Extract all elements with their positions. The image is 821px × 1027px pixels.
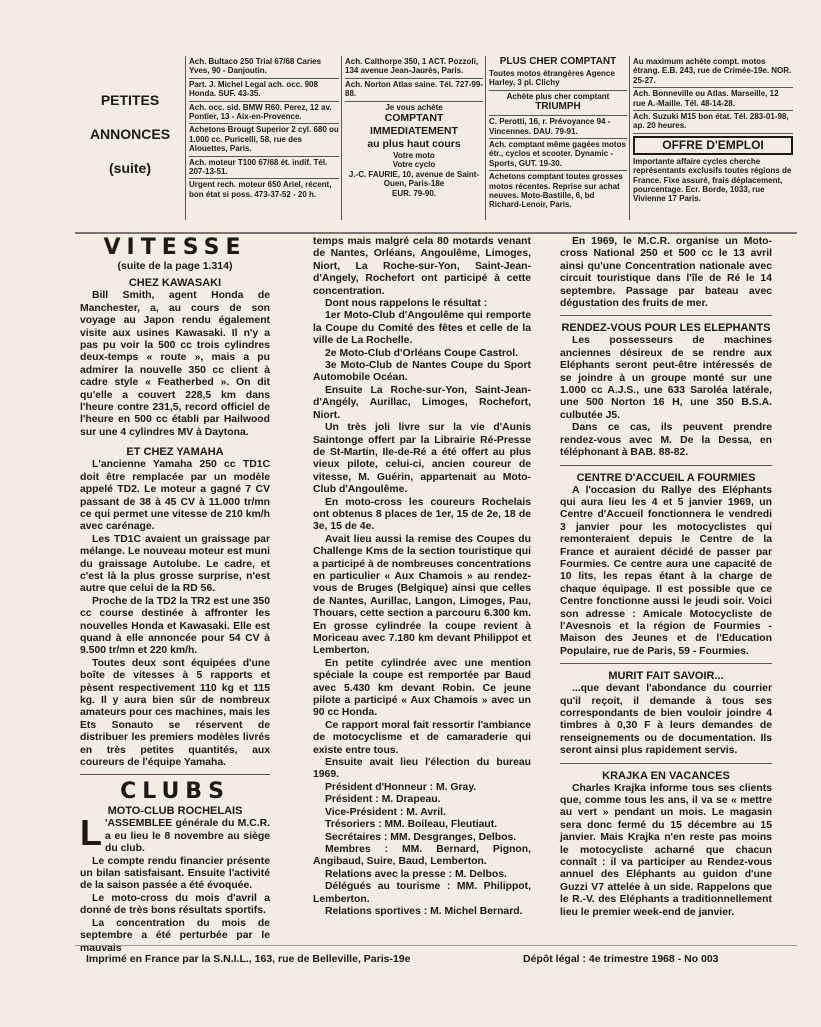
- divider: [560, 763, 772, 764]
- ads-label-line-2: ANNONCES: [89, 126, 171, 142]
- ad-entry: Ach. Bonneville ou Atlas. Marseille, 12 rue A.-Maille. Tél. 48-14-28.: [633, 88, 793, 111]
- ad-triumph: [489, 91, 627, 116]
- ad-faurie-address: J.-C. FAURIE, 10, avenue de Saint-Ouen, Paris-18e: [348, 169, 480, 189]
- paragraph: 3e Moto-Club de Nantes Coupe du Sport Automobile Océan.: [313, 360, 531, 384]
- ad-entry: C. Perotti, 16, r. Prévoyance 94 -Vincennes. DAU. 79-91.: [489, 116, 627, 139]
- paragraph: Le compte rendu financier présente un bilan satisfaisant. Ensuite l'activité de la saison passée a été évoquée.: [80, 855, 270, 892]
- paragraph: En moto-cross les coureurs Rochelais ont obtenus 8 places de 1er, 15 de 2e, 18 de 3e, 15 de 4e.: [313, 496, 531, 533]
- ad-faurie: [345, 102, 483, 200]
- paragraph: [80, 812, 270, 855]
- paragraph: Avait lieu aussi la remise des Coupes du Challenge Kms de la section touristique qui a participé à de nombreuses concentrations en particulier « Aux Chamois » au rendez-vous de Bruges (Belgique) ainsi que celles de Nantes, Aurillac, Langon, Limoges, Pau, Thouars, cette section a parcouru 6.300 km. En grosse cylindrée la coupe revient à Moriceau avec 7.180 km devant Philippot et Lemberton.: [313, 533, 531, 657]
- subheading-kawasaki: CHEZ KAWASAKI: [128, 277, 222, 290]
- bureau-line: Délégués au tourisme : MM. Philippot, Lemberton.: [313, 881, 531, 905]
- ads-label-line-1: PETITES: [100, 92, 160, 108]
- ad-entry: Part. J. Michel Legal ach. occ. 908 Honda. SUF. 43-35.: [189, 79, 339, 102]
- ad-entry: Ach. occ. sid. BMW R60. Perez, 12 av. Pontier, 13 - Aix-en-Provence.: [189, 102, 339, 125]
- classified-ads: [75, 52, 795, 224]
- ads-label-line-3: (suite): [109, 160, 151, 176]
- bureau-line: Président d'Honneur : M. Gray.: [325, 781, 477, 793]
- ad-faurie-line: COMPTANT: [384, 112, 444, 125]
- paragraph: Ensuite avait lieu l'élection du bureau 1969.: [313, 757, 531, 781]
- subheading-elephants: RENDEZ-VOUS POUR LES ELEPHANTS: [561, 322, 771, 335]
- subheading-fourmies: CENTRE D'ACCUEIL A FOURMIES: [576, 471, 756, 484]
- paragraph: Le moto-cross du mois d'avril a donné de très bons résultats sportifs.: [80, 892, 270, 917]
- ad-entry: Ach. Suzuki M15 bon état. Tél. 283-01-98, ap. 20 heures.: [633, 111, 793, 134]
- paragraph: La concentration du mois de septembre a été perturbée par le mauvais: [80, 917, 270, 954]
- ad-faurie-phone: EUR. 79-90.: [391, 188, 437, 198]
- divider: [560, 663, 772, 664]
- section-heading-clubs: CLUBS: [120, 779, 230, 805]
- continuation-note: (suite de la page 1.314): [117, 260, 233, 272]
- printer-credit: Imprimé en France par la S.N.I.L., 163, rue de Belleville, Paris-19e: [86, 953, 411, 965]
- bureau-line: Relations avec la presse : M. Delbos.: [325, 868, 507, 880]
- paragraph: Dont nous rappelons le résultat :: [325, 298, 488, 310]
- ad-faurie-line: IMMEDIATEMENT: [370, 125, 458, 138]
- paragraph: Dans ce cas, ils peuvent prendre rendez-vous avec M. De la Dessa, en téléphonant à BAB. 88-82.: [560, 422, 772, 459]
- paragraph: Toutes deux sont équipées d'une boîte de vitesses à 5 rapports et pèsent respectivement 110 kg et 115 kg. Il y aura bien sûr de nombreux amateurs pour ces machines, mais les Ets Sonauto se réservent de distribuer les premiers modèles livrés en très petites quantités, aux coureurs de l'équipe Yamaha.: [80, 657, 271, 769]
- ad-triumph-brand: TRIUMPH: [535, 101, 581, 113]
- paragraph: 1er Moto-Club d'Angoulême qui remporte la Coupe du Comité des fêtes et celle de la ville de La Rochelle.: [313, 310, 531, 347]
- ad-entry: Ach. Bultaco 250 Trial 67/68 Caries Yves, 90 - Danjoutin.: [189, 56, 339, 79]
- subheading-murit: MURIT FAIT SAVOIR...: [608, 670, 724, 683]
- paragraph: En 1969, le M.C.R. organise un Moto-cross National 250 et 500 cc le 13 avril ainsi qu'une Concentration nationale avec circuit touristique dans l'île de Ré le 14 septembre. Passage par bateau avec dégustation des fruits de mer.: [560, 236, 772, 310]
- paragraph: 2e Moto-Club d'Orléans Coupe Castrol.: [325, 347, 518, 359]
- article-column-3: [560, 236, 772, 919]
- paragraph-text: 'ASSEMBLEE générale du M.C.R. a eu lieu le 8 novembre au siège du club.: [105, 818, 270, 855]
- ad-entry: Ach. comptant même gagées motos étr., cyclos et scooter. Dynamic - Sports, GUT. 19-30.: [489, 139, 627, 171]
- ad-faurie-small: Votre moto: [393, 151, 435, 161]
- drop-cap: L: [80, 812, 102, 854]
- ad-offer-title: OFFRE D'EMPLOI: [633, 136, 793, 155]
- paragraph: L'ancienne Yamaha 250 cc TD1C doit être remplacée par un modèle appelé TD2. Le moteur a gagné 7 CV passant de 38 à 45 CV à 11.000 tr/mn ce qui permet une vitesse de 210 km/h avec carénage.: [80, 459, 270, 533]
- ad-entry: Au maximum achète compt. motos étrang. E.B. 243, rue de Crimée-19e. NOR. 25-27.: [633, 56, 793, 88]
- divider: [560, 315, 772, 316]
- paragraph: Un très joli livre sur la vie d'Aunis Saintonge offert par la Librairie Ré-Presse de St-Martin, Ile-de-Ré a été offert au plus vieux pilote, celui-ci, ancien coureur de vitesse, M. Guérin, appartenait au Moto-Club d'Angoulême.: [313, 422, 531, 496]
- ad-entry: Toutes motos étrangères Agence Harley, 3 pl. Clichy: [489, 68, 627, 91]
- bureau-line: Relations sportives : M. Michel Bernard.: [325, 905, 523, 917]
- ad-entry: Ach. Norton Atlas saine. Tél. 727-99-88.: [345, 79, 483, 102]
- paragraph: Ensuite La Roche-sur-Yon, Saint-Jean-d'Angély, Aurillac, Limoges, Rochefort, Niort.: [313, 384, 531, 421]
- ads-column-3: [485, 56, 627, 220]
- bureau-line: Trésoriers : MM. Boileau, Fleutiaut.: [325, 819, 498, 831]
- article-column-1: [80, 236, 270, 955]
- subheading-rochelais: MOTO-CLUB ROCHELAIS: [107, 805, 243, 818]
- subheading-krajka: KRAJKA EN VACANCES: [602, 769, 730, 782]
- ad-entry: Achetons Brougt Superior 2 cyl. 680 ou 1.000 cc. Puricelli, 58, rue des Alouettes, Paris.: [189, 124, 339, 156]
- paragraph: Les TD1C avaient un graissage par mélange. Le nouveau moteur est muni du graissage Autolube. Le cadre, et c'est là la plus grosse surprise, n'est autre que celui de la RD 56.: [80, 533, 270, 595]
- divider: [80, 774, 270, 775]
- paragraph: En petite cylindrée avec une mention spéciale la coupe est remportée par Baud avec 5.430 km devant Robin. Ce jeune pilote a participé « Aux Chamois » avec un 90 cc Honda.: [313, 657, 531, 719]
- divider: [560, 465, 772, 466]
- ads-section-label: [75, 52, 185, 224]
- legal-deposit: Dépôt légal : 4e trimestre 1968 - No 003: [523, 953, 719, 965]
- paragraph: temps mais malgré cela 80 motards venant de Nantes, Orléans, Angoulême, Limoges, Niort, La Roche-sur-Yon, Saint-Jean-d'Angely, Rochefort ont participé à cette concentration.: [313, 236, 531, 297]
- ad-entry: Ach. moteur T100 67/68 ét. indif. Tél. 207-13-51.: [189, 157, 339, 180]
- paragraph: Bill Smith, agent Honda de Manchester, a, au cours de son voyage au Japon rendu également visite aux usines Kawasaki. Il n'y a pas pu voir la 500 cc trois cylindres deux-temps « route », mais a pu admirer la nouvelle 350 cc client à cadre style « Featherbed ». On dit qu'elle a couvert 228,5 km dans l'heure contre 231,5, record officiel de l'heure en 500 cc établi par Hailwood sur une 4 cylindres MV à Daytona.: [80, 290, 270, 438]
- ad-entry: Urgent rech. moteur 650 Ariel, récent, bon état si poss. 473-37-52 - 20 h.: [189, 180, 332, 199]
- ad-triumph-intro: Achète plus cher comptant: [506, 91, 610, 101]
- section-divider: [75, 232, 797, 234]
- paragraph: Proche de la TD2 la TR2 est une 350 cc course destinée à affronter les nouvelles Honda et Kawasaki. Elle est quand à elle annoncée pour 54 CV à 9.500 tr/mn et 220 km/h.: [80, 595, 270, 657]
- ad-entry: Achetons comptant toutes grosses motos récentes. Reprise sur achat neuves. Moto-Bastille, 6, bd Richard-Lenoir, Paris.: [489, 172, 623, 210]
- bureau-line: Secrétaires : MM. Desgranges, Delbos.: [325, 831, 517, 843]
- ad-faurie-small: Votre cyclo: [392, 160, 436, 170]
- ad-faurie-intro: Je vous achète: [385, 102, 443, 112]
- paragraph: A l'occasion du Rallye des Eléphants qui aura lieu les 4 et 5 janvier 1969, un Centre d'Accueil fonctionnera le vendredi 3 janvier pour les motocyclistes qui remonteraient depuis le Centre de la France et auraient décidé de passer par Fourmies. Ce centre aura une capacité de 10 lits, les repas étant à la charge de chaque équipage. Il est possible que ce Centre fonctionne aussi le jeudi soir. Voici son adresse : Amicale Motocycliste de l'Avesnois et la région de Fourmies - Maison des Jeunes et de l'Education Populaire, rue de Paris, 59 - Fourmies.: [560, 484, 772, 657]
- ad-title: PLUS CHER COMPTANT: [499, 56, 617, 67]
- paragraph: Charles Krajka informe tous ses clients que, comme tous les ans, il va se « mettre au vert » pendant un mois. Le magasin sera donc fermé du 15 décembre au 15 janvier. Mais Krajka n'en reste pas moins le motocycliste acharné que chacun connaît : il va participer au Rendez-vous annuel des Eléphants au guidon d'une Guzzi V7 attelée à un side. Rappelons que le R.-V. des Eléphants a traditionnellement lieu le premier week-end de janvier.: [560, 782, 772, 918]
- ad-faurie-line: au plus haut cours: [367, 138, 461, 151]
- paragraph: Les possesseurs de machines anciennes désireux de se rendre aux Eléphants seront peut-être intéressés de se joindre à un groupe monté sur une 1.000 cc A.J.S., une 633 Saroléa latérale, une 500 Norton 16 H, une 350 B.S.A. culbutée J5.: [560, 335, 772, 421]
- bureau-line: Membres : MM. Bernard, Pignon, Angibaud, Suire, Baud, Lemberton.: [313, 843, 531, 868]
- ads-column-1: [185, 56, 339, 220]
- section-heading-vitesse: VITESSE: [103, 235, 247, 260]
- footer-divider: [75, 945, 797, 946]
- ad-entry: Ach. Calthorpe 350, 1 ACT. Pozzoli, 134 avenue Jean-Jaurès, Paris.: [345, 56, 483, 79]
- subheading-yamaha: ET CHEZ YAMAHA: [126, 446, 224, 459]
- ads-column-2: [341, 56, 483, 220]
- paragraph: Ce rapport moral fait ressortir l'ambiance de motocyclisme et de camaraderie qui existe entre tous.: [313, 719, 531, 756]
- ads-column-4: [629, 56, 793, 220]
- ad-offer-body: Importante affaire cycles cherche représentants exclusifs toutes régions de France. Fixe assuré, frais déplacement, pourcentage. Ecr. Borde, 1033, rue Vivienne 17 Paris.: [633, 156, 792, 204]
- article-column-2: [313, 236, 531, 918]
- bureau-line: Président : M. Drapeau.: [325, 794, 441, 806]
- bureau-line: Vice-Président : M. Avril.: [325, 806, 446, 818]
- paragraph: ...que devant l'abondance du courrier qu'il reçoit, il demande à tous ses correspondants de bien vouloir joindre 4 timbres à 0,30 F à leurs demandes de renseignements ou de documentation. Ils seront ainsi plus rapidement servis.: [560, 683, 772, 757]
